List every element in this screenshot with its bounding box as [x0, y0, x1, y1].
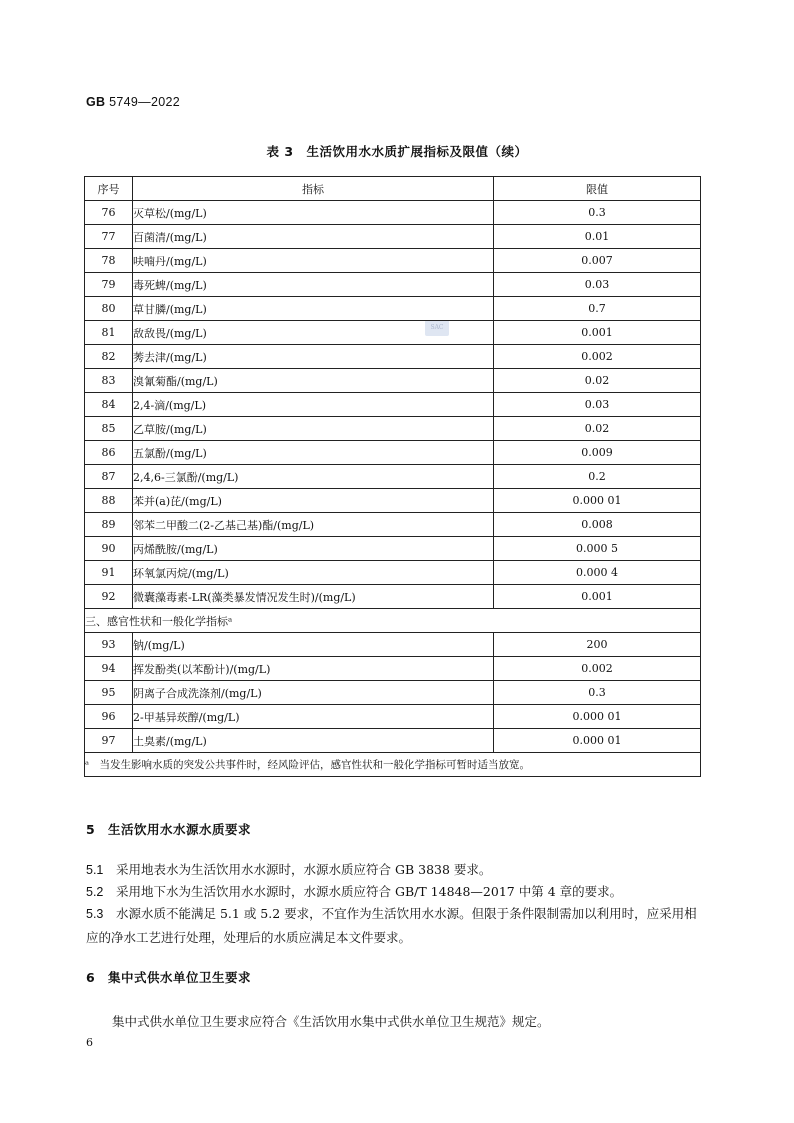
table-header-row — [85, 177, 701, 201]
row-indicator: 苯并(a)芘/(mg/L) — [133, 489, 494, 513]
table-row — [85, 297, 701, 321]
row-limit: 0.000 01 — [494, 729, 701, 753]
section-5-number: 5 — [86, 822, 96, 837]
table-row — [85, 633, 701, 657]
row-indicator: 土臭素/(mg/L) — [133, 729, 494, 753]
row-limit: 0.000 5 — [494, 537, 701, 561]
row-indicator: 乙草胺/(mg/L) — [133, 417, 494, 441]
clause-5-3 — [86, 902, 706, 949]
row-number: 86 — [85, 441, 133, 465]
row-number: 83 — [85, 369, 133, 393]
row-number: 89 — [85, 513, 133, 537]
row-indicator: 溴氰菊酯/(mg/L) — [133, 369, 494, 393]
row-indicator: 呋喃丹/(mg/L) — [133, 249, 494, 273]
row-number: 84 — [85, 393, 133, 417]
table-body-a — [85, 201, 701, 609]
table-row — [85, 225, 701, 249]
row-number: 87 — [85, 465, 133, 489]
table-row — [85, 201, 701, 225]
table-row — [85, 681, 701, 705]
clause-5-1 — [86, 858, 706, 882]
row-number: 79 — [85, 273, 133, 297]
section-6-title: 集中式供水单位卫生要求 — [108, 970, 252, 985]
row-number: 81 — [85, 321, 133, 345]
row-limit: 0.3 — [494, 681, 701, 705]
row-indicator: 灭草松/(mg/L) — [133, 201, 494, 225]
clause-text: 水源水质不能满足 5.1 或 5.2 要求，不宜作为生活饮用水水源。但限于条件限制需加以利用时，应采用相应的净水工艺进行处理，处理后的水质应满足本文件要求。 — [86, 906, 697, 945]
row-number: 97 — [85, 729, 133, 753]
row-indicator: 敌敌畏/(mg/L) — [133, 321, 494, 345]
table-row — [85, 585, 701, 609]
clause-text: 采用地下水为生活饮用水水源时，水源水质应符合 GB/T 14848—2017 中第 4 章的要求。 — [116, 884, 623, 899]
standard-header — [86, 95, 180, 109]
clause-5-2 — [86, 880, 706, 904]
table-row — [85, 513, 701, 537]
row-number: 90 — [85, 537, 133, 561]
row-number: 94 — [85, 657, 133, 681]
table-row — [85, 489, 701, 513]
row-number: 80 — [85, 297, 133, 321]
row-limit: 0.002 — [494, 345, 701, 369]
standard-prefix: GB — [86, 95, 106, 109]
page-number: 6 — [86, 1036, 93, 1049]
row-limit: 0.01 — [494, 225, 701, 249]
row-number: 85 — [85, 417, 133, 441]
table-footnote: ᵃ 当发生影响水质的突发公共事件时，经风险评估，感官性状和一般化学指标可暂时适当放宽。 — [85, 753, 701, 777]
row-limit: 0.000 4 — [494, 561, 701, 585]
row-indicator: 毒死蜱/(mg/L) — [133, 273, 494, 297]
table-title: 表 3 生活饮用水水质扩展指标及限值（续） — [266, 144, 528, 159]
row-number: 96 — [85, 705, 133, 729]
row-limit: 0.001 — [494, 321, 701, 345]
table-row — [85, 729, 701, 753]
table-row — [85, 417, 701, 441]
row-number: 78 — [85, 249, 133, 273]
table-row — [85, 465, 701, 489]
row-indicator: 阴离子合成洗涤剂/(mg/L) — [133, 681, 494, 705]
row-limit: 0.2 — [494, 465, 701, 489]
row-indicator: 丙烯酰胺/(mg/L) — [133, 537, 494, 561]
table-row — [85, 441, 701, 465]
table-row — [85, 249, 701, 273]
row-indicator: 2-甲基异莰醇/(mg/L) — [133, 705, 494, 729]
row-limit: 0.000 01 — [494, 489, 701, 513]
row-number: 91 — [85, 561, 133, 585]
section-5-heading — [86, 820, 251, 838]
row-indicator: 五氯酚/(mg/L) — [133, 441, 494, 465]
section-row — [85, 609, 701, 633]
standard-number: 5749—2022 — [109, 95, 180, 109]
row-limit: 0.007 — [494, 249, 701, 273]
row-limit: 0.002 — [494, 657, 701, 681]
row-indicator: 百菌清/(mg/L) — [133, 225, 494, 249]
table-body-b — [85, 633, 701, 753]
limits-table — [84, 176, 701, 777]
table-row — [85, 537, 701, 561]
row-number: 92 — [85, 585, 133, 609]
row-limit: 0.03 — [494, 393, 701, 417]
row-limit: 0.3 — [494, 201, 701, 225]
row-number: 88 — [85, 489, 133, 513]
row-number: 77 — [85, 225, 133, 249]
footnote-row — [85, 753, 701, 777]
table-row — [85, 273, 701, 297]
table-row — [85, 321, 701, 345]
row-limit: 0.02 — [494, 369, 701, 393]
section-6-heading — [86, 968, 251, 986]
row-number: 82 — [85, 345, 133, 369]
row-indicator: 2,4-滴/(mg/L) — [133, 393, 494, 417]
row-limit: 200 — [494, 633, 701, 657]
row-indicator: 莠去津/(mg/L) — [133, 345, 494, 369]
row-limit: 0.008 — [494, 513, 701, 537]
clause-number: 5.1 — [86, 863, 104, 877]
section-title: 三、感官性状和一般化学指标ᵃ — [85, 609, 701, 633]
section-6-number: 6 — [86, 970, 96, 985]
row-indicator: 草甘膦/(mg/L) — [133, 297, 494, 321]
row-limit: 0.000 01 — [494, 705, 701, 729]
header-limit: 限值 — [494, 177, 701, 201]
table-row — [85, 345, 701, 369]
row-limit: 0.02 — [494, 417, 701, 441]
clause-text: 采用地表水为生活饮用水水源时，水源水质应符合 GB 3838 要求。 — [116, 862, 492, 877]
section-5-title: 生活饮用水水源水质要求 — [108, 822, 252, 837]
table-row — [85, 657, 701, 681]
row-limit: 0.001 — [494, 585, 701, 609]
row-limit: 0.009 — [494, 441, 701, 465]
table-row — [85, 393, 701, 417]
clause-number: 5.3 — [86, 907, 104, 921]
row-indicator: 挥发酚类(以苯酚计)/(mg/L) — [133, 657, 494, 681]
row-indicator: 邻苯二甲酸二(2-乙基己基)酯/(mg/L) — [133, 513, 494, 537]
table-row — [85, 369, 701, 393]
row-indicator: 微囊藻毒素-LR(藻类暴发情况发生时)/(mg/L) — [133, 585, 494, 609]
watermark-logo: SAC — [425, 320, 449, 336]
row-limit: 0.7 — [494, 297, 701, 321]
table-row — [85, 561, 701, 585]
section-6-body: 集中式供水单位卫生要求应符合《生活饮用水集中式供水单位卫生规范》规定。 — [112, 1014, 550, 1029]
row-indicator: 2,4,6-三氯酚/(mg/L) — [133, 465, 494, 489]
header-indicator: 指标 — [133, 177, 494, 201]
row-number: 76 — [85, 201, 133, 225]
row-limit: 0.03 — [494, 273, 701, 297]
row-indicator: 环氧氯丙烷/(mg/L) — [133, 561, 494, 585]
row-indicator: 钠/(mg/L) — [133, 633, 494, 657]
table-row — [85, 705, 701, 729]
row-number: 93 — [85, 633, 133, 657]
header-no: 序号 — [85, 177, 133, 201]
clause-number: 5.2 — [86, 885, 104, 899]
row-number: 95 — [85, 681, 133, 705]
